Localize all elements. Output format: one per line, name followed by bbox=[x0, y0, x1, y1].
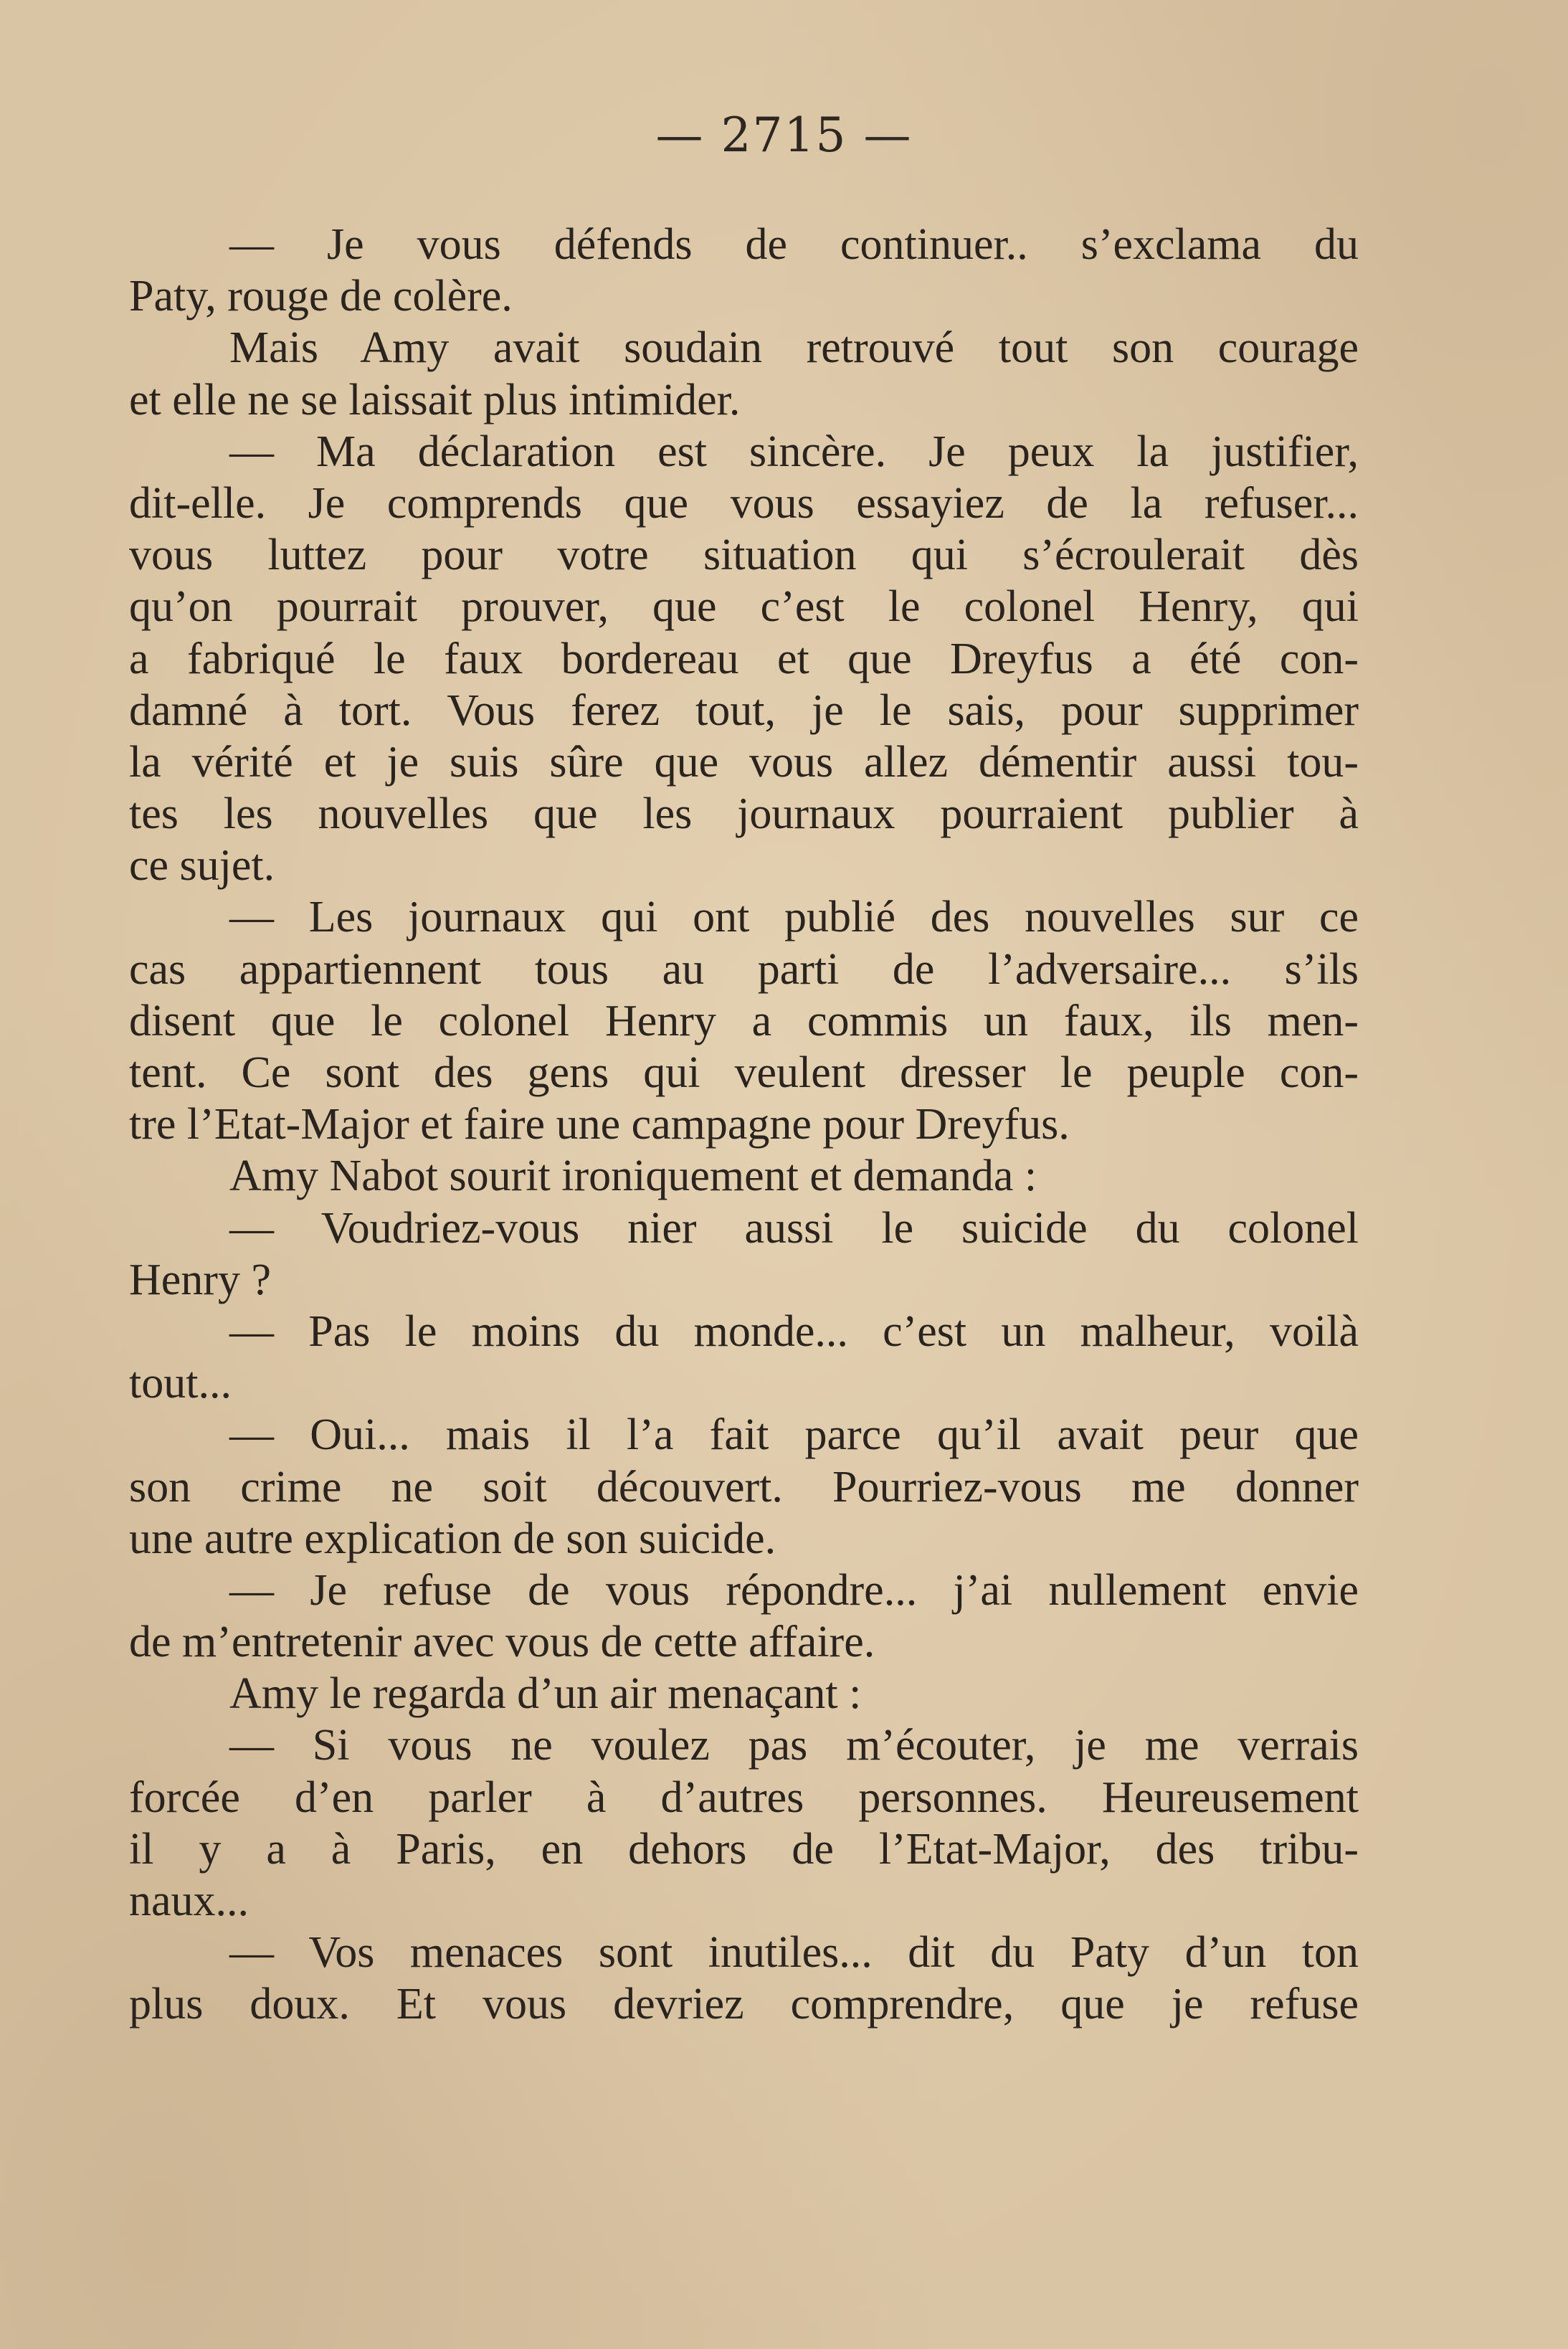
text-line: tout... bbox=[129, 1359, 232, 1408]
text-line: la vérité et je suis sûre que vous allez démentir aussi tou- bbox=[129, 737, 1359, 787]
text-line: — Je vous défends de continuer.. s’exclama du bbox=[229, 220, 1359, 269]
text-line: cas appartiennent tous au parti de l’adversaire... s’ils bbox=[129, 944, 1359, 994]
text-line: — Les journaux qui ont publié des nouvelles sur ce bbox=[229, 893, 1359, 942]
text-line: — Je refuse de vous répondre... j’ai nullement envie bbox=[229, 1565, 1359, 1615]
text-line: il y a à Paris, en dehors de l’Etat-Major, des tribu- bbox=[129, 1824, 1359, 1874]
text-line: son crime ne soit découvert. Pourriez-vous me donner bbox=[129, 1462, 1359, 1512]
text-line: Henry ? bbox=[129, 1255, 271, 1304]
text-line: Paty, rouge de colère. bbox=[129, 272, 513, 321]
text-line: Amy le regarda d’un air menaçant : bbox=[229, 1669, 862, 1719]
text-line: damné à tort. Vous ferez tout, je le sais, pour supprimer bbox=[129, 685, 1359, 735]
text-line: Mais Amy avait soudain retrouvé tout son courage bbox=[229, 323, 1359, 373]
text-line: — Si vous ne voulez pas m’écouter, je me verrais bbox=[229, 1721, 1359, 1770]
text-line: plus doux. Et vous devriez comprendre, que je refuse bbox=[129, 1980, 1359, 2029]
text-line: et elle ne se laissait plus intimider. bbox=[129, 375, 741, 424]
text-line: — Ma déclaration est sincère. Je peux la justifier, bbox=[229, 427, 1359, 476]
text-line: de m’entretenir avec vous de cette affaire. bbox=[129, 1618, 875, 1667]
text-line: — Voudriez-vous nier aussi le suicide du colonel bbox=[229, 1203, 1359, 1253]
text-line: une autre explication de son suicide. bbox=[129, 1514, 776, 1563]
text-line: Amy Nabot sourit ironiquement et demanda : bbox=[229, 1152, 1037, 1201]
body-text bbox=[129, 219, 1359, 2031]
text-line: qu’on pourrait prouver, que c’est le colonel Henry, qui bbox=[129, 582, 1359, 632]
text-line: a fabriqué le faux bordereau et que Dreyfus a été con- bbox=[129, 634, 1359, 683]
text-line: tent. Ce sont des gens qui veulent dresser le peuple con- bbox=[129, 1048, 1359, 1097]
text-line: disent que le colonel Henry a commis un faux, ils men- bbox=[129, 996, 1359, 1045]
text-line: forcée d’en parler à d’autres personnes. Heureusement bbox=[129, 1773, 1359, 1822]
text-line: — Pas le moins du monde... c’est un malheur, voilà bbox=[229, 1306, 1359, 1356]
text-line: dit-elle. Je comprends que vous essayiez de la refuser... bbox=[129, 478, 1359, 528]
text-line: — Vos menaces sont inutiles... dit du Paty d’un ton bbox=[229, 1928, 1359, 1978]
text-line: naux... bbox=[129, 1876, 250, 1925]
text-line: tes les nouvelles que les journaux pourraient publier à bbox=[129, 789, 1359, 839]
text-line: vous luttez pour votre situation qui s’écroulerait dès bbox=[129, 531, 1359, 580]
text-line: tre l’Etat-Major et faire une campagne pour Dreyfus. bbox=[129, 1100, 1070, 1149]
text-line: — Oui... mais il l’a fait parce qu’il avait peur que bbox=[229, 1410, 1359, 1460]
text-line: ce sujet. bbox=[129, 841, 275, 891]
page-number: — 2715 — bbox=[655, 108, 913, 163]
